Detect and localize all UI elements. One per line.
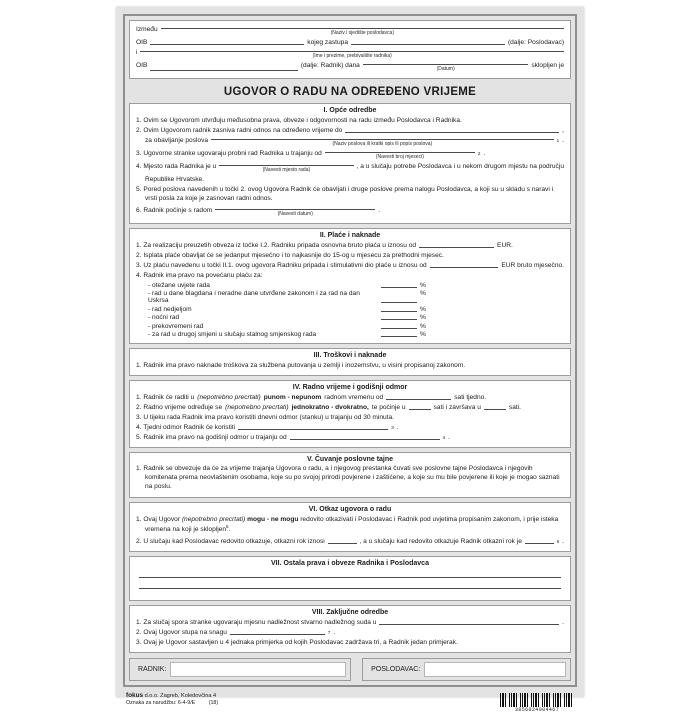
worker-notice-blank bbox=[525, 541, 554, 544]
clause-text: 2. Ovim Ugovorom radnik zasniva radni odnos na određeno vrijeme do bbox=[136, 127, 343, 134]
pay-increase-row bbox=[136, 314, 564, 321]
employer-notice-blank bbox=[328, 541, 357, 544]
section-general-provisions bbox=[129, 103, 571, 224]
punct: . bbox=[448, 433, 451, 441]
order-code-line bbox=[126, 700, 218, 706]
clause-text: 1. Ovaj Ugovor bbox=[136, 515, 180, 523]
strike-note: (nepotrebno precrtati) bbox=[197, 393, 261, 401]
employer-name-caption: (Naziv i sjedište poslodavca) bbox=[330, 30, 394, 36]
employer-signature-label: POSLODAVAC: bbox=[371, 665, 421, 673]
clause-line bbox=[136, 434, 564, 441]
section-heading: VIII. Zaključne odredbe bbox=[311, 608, 389, 616]
percent-sign: % bbox=[419, 281, 426, 289]
barcode-digits: 3856024004467 bbox=[514, 707, 560, 713]
workplace-blank bbox=[219, 163, 353, 173]
date-caption: (Datum) bbox=[436, 66, 455, 72]
footnote-marker: 4 bbox=[442, 434, 446, 440]
clause-text: 2. Ovaj Ugovor stupa na snagu bbox=[136, 628, 227, 636]
clause-line bbox=[136, 207, 564, 217]
clause-line bbox=[136, 394, 564, 401]
scanned-form-page bbox=[116, 7, 584, 713]
clause-text: sati. bbox=[508, 403, 521, 411]
percent-blank bbox=[381, 285, 417, 288]
clause-line bbox=[136, 619, 564, 626]
barcode-block bbox=[500, 693, 574, 713]
start-date-blank bbox=[215, 207, 375, 217]
oib-label: OIB bbox=[136, 62, 148, 69]
brand-address: d.o.o. Zagreb, Koledovčina 4 bbox=[144, 692, 217, 699]
percent-blank bbox=[381, 334, 417, 337]
pay-increase-label: - za rad u drugoj smjeni u slučaju stalnog smjenskog rada bbox=[148, 331, 317, 339]
oib-label: OIB bbox=[136, 39, 148, 46]
punct: . bbox=[562, 137, 564, 144]
clause-line bbox=[136, 127, 564, 134]
clause-text: 1. Za realizaciju preuzetih obveza iz točke I.2. Radniku pripada osnovna bruto plaća u iznosu od bbox=[136, 241, 417, 249]
months-caption: (Navesti broj mjeseci) bbox=[375, 154, 424, 160]
clause-text: EUR bruto mjesečno. bbox=[501, 261, 564, 269]
section-termination bbox=[129, 502, 571, 551]
clause-text: 3. Ovaj je Ugovor sastavljen u 4 jednaka primjerka od kojih Poslodavac zadržava tri, a Radnik jedan primjerak. bbox=[136, 638, 458, 646]
pay-increase-label: - rad nedjeljom bbox=[148, 305, 192, 313]
percent-sign: % bbox=[419, 314, 426, 322]
worker-signature-field bbox=[170, 662, 346, 677]
worker-name-caption: (Ime i prezime, prebivalište radnika) bbox=[312, 53, 392, 59]
clause-text: , a u slučaju potrebe Poslodavca i u nekom drugom mjestu na području bbox=[356, 163, 564, 170]
start-hour-blank bbox=[409, 407, 431, 410]
pay-increase-label: - otežane uvjete rada bbox=[148, 281, 210, 289]
section-salary bbox=[129, 228, 571, 344]
option-text: mogu - ne mogu bbox=[247, 515, 299, 523]
pay-increase-row bbox=[136, 290, 564, 304]
pay-increase-label: - prekovremeni rad bbox=[148, 322, 204, 330]
concluded-label: sklopljen je bbox=[531, 62, 564, 69]
clause-text: Republike Hrvatske. bbox=[145, 176, 205, 183]
employer-signature-field bbox=[424, 662, 566, 677]
end-date-blank bbox=[345, 130, 559, 133]
blank-line bbox=[140, 49, 564, 52]
pay-increase-label: - noćni rad bbox=[148, 314, 180, 322]
punct: . bbox=[333, 628, 336, 636]
court-blank bbox=[379, 622, 559, 625]
signature-worker-box bbox=[129, 658, 351, 681]
employer-short-label: (dalje: Poslodavac) bbox=[507, 39, 565, 46]
clause-text: 4. Radnik ima pravo na povećanu plaću za: bbox=[136, 271, 263, 279]
punct: . bbox=[396, 423, 399, 431]
clause-text: 2. Isplata plaće obavljat će se jedanput mjesečno i to najkasnije do 15-og u mjesecu za prethodni mjesec. bbox=[136, 251, 444, 259]
clause-line bbox=[136, 242, 564, 249]
clause-text: za obavljanje poslova bbox=[145, 137, 209, 144]
clause-text: sati tjedno. bbox=[454, 393, 487, 401]
clause-text: 3. Ugovorne stranke ugovaraju probni rad Radnika u trajanju od bbox=[136, 150, 322, 157]
job-description-blank bbox=[211, 137, 554, 147]
percent-blank bbox=[381, 309, 417, 312]
clause-text: 4. Tjedni odmor Radnik će koristiti bbox=[136, 423, 236, 431]
footnote-marker: 5 bbox=[226, 523, 229, 529]
worker-oib-blank bbox=[150, 68, 297, 71]
worker-signature-label: RADNIK: bbox=[138, 665, 167, 673]
blank-line bbox=[215, 207, 375, 210]
section-expenses bbox=[129, 348, 571, 376]
punct: . bbox=[378, 206, 381, 214]
publisher-line bbox=[126, 692, 218, 699]
footnote-marker: 2 bbox=[477, 151, 481, 156]
clause-text: 2. U slučaju kad Poslodavac redovito otkazuje, otkazni rok iznosi bbox=[136, 537, 325, 545]
pay-increase-row bbox=[136, 306, 564, 313]
percent-sign: % bbox=[419, 322, 426, 330]
clause-line bbox=[136, 117, 564, 124]
workplace-caption: (Navesti mjesto rada) bbox=[262, 167, 311, 173]
clause-text: 1. Ovim se Ugovorom utvrđuju međusobna prava, obveze i odgovornosti na radu između Poslodavca i Radnika. bbox=[136, 117, 462, 124]
blank-line bbox=[363, 62, 529, 65]
annual-leave-blank bbox=[290, 437, 440, 440]
footnote-marker: 1 bbox=[556, 138, 560, 143]
end-hour-blank bbox=[484, 407, 506, 410]
clause-text: redovito otkazivati i Poslodavac i Radnik pod uvjetima propisanim zakonom, i prije isteka vremena na koji je sklopljen bbox=[145, 515, 559, 534]
percent-sign: % bbox=[419, 305, 426, 313]
punct: , bbox=[562, 127, 564, 134]
punct: . bbox=[228, 526, 231, 534]
and-label: i bbox=[136, 49, 138, 56]
clause-line bbox=[136, 150, 564, 160]
job-description-caption: (Naziv poslova ili kratki opis ili popis poslova) bbox=[332, 141, 433, 147]
section-other-rights bbox=[129, 556, 571, 601]
percent-sign: % bbox=[419, 331, 426, 339]
pay-increase-row bbox=[136, 331, 564, 338]
section-heading: I. Opće odredbe bbox=[323, 107, 377, 114]
party-line-between bbox=[136, 26, 564, 36]
worker-short-date-label: (dalje: Radnik) dana bbox=[300, 62, 360, 69]
representative-blank bbox=[351, 42, 505, 45]
section-working-hours bbox=[129, 380, 571, 448]
barcode bbox=[500, 693, 574, 707]
percent-blank bbox=[381, 300, 417, 303]
clause-text: 1. Radnik ima pravo naknade troškova za službena putovanja u zemlji i inozemstvu, u visini propisanoj zakonom. bbox=[136, 361, 466, 369]
publisher-info bbox=[126, 692, 218, 706]
blank-line bbox=[211, 137, 554, 140]
parties-box bbox=[129, 20, 571, 79]
section-business-secrets bbox=[129, 452, 571, 499]
bonus-blank bbox=[430, 265, 499, 268]
worker-name-blank bbox=[140, 49, 564, 59]
clause-text: EUR. bbox=[497, 241, 513, 249]
party-line-employer-oib bbox=[136, 39, 564, 46]
clause-text: 2. Radno vrijeme određuje se bbox=[136, 403, 223, 411]
pay-increase-row bbox=[136, 282, 564, 289]
clause-line bbox=[136, 252, 564, 259]
weekly-hours-blank bbox=[386, 397, 451, 400]
clause-text: 3. Uz plaću navedenu u točki II.1. ovog ugovora Radniku pripada i stimulativni dio plaće u iznosu od bbox=[136, 261, 427, 269]
effective-date-blank bbox=[230, 632, 325, 635]
gross-salary-blank bbox=[419, 245, 494, 248]
order-code: Oznaka za narudžbu: 6-4-9/E bbox=[126, 699, 196, 706]
blank-line bbox=[325, 150, 475, 153]
start-date-caption: (Navesti datum) bbox=[277, 210, 313, 217]
section-heading: II. Plaće i naknade bbox=[319, 231, 381, 239]
section-heading: IV. Radno vrijeme i godišnji odmor bbox=[292, 383, 408, 391]
blank-line bbox=[219, 163, 353, 166]
contract-date-blank bbox=[363, 62, 529, 72]
clause-line bbox=[136, 538, 564, 545]
clause-line bbox=[136, 414, 564, 421]
section-heading: V. Čuvanje poslovne tajne bbox=[306, 455, 394, 463]
page-title: UGOVOR O RADU NA ODREĐENO VRIJEME bbox=[223, 86, 477, 98]
clause-text: 1. Za slučaj spora stranke ugovaraju mjesnu nadležnost stvarno nadležnog suda u bbox=[136, 618, 377, 626]
write-in-blank bbox=[139, 586, 561, 589]
clause-paragraph: 1. Radnik se obvezuje da će za vrijeme trajanja Ugovora o radu, a i njegovog prestanka čuvati sve poslovne tajne Poslodavca i njegovih komitenata prema neovlaštenim osobama, koje su po svojoj prirodi povjerene i zaštićene, a koje su mu bile povjerene ili koje je mogao saznati na poslu. bbox=[136, 465, 560, 491]
footnote-marker: 6 bbox=[556, 538, 560, 544]
clause-paragraph bbox=[136, 516, 564, 535]
punct: . bbox=[562, 618, 564, 626]
weekly-rest-blank bbox=[238, 427, 388, 430]
signature-row bbox=[129, 658, 571, 681]
percent-sign: % bbox=[419, 290, 426, 298]
employer-name-blank bbox=[161, 26, 564, 36]
clause-line bbox=[136, 424, 564, 431]
clause-line bbox=[136, 362, 564, 369]
blank-line bbox=[161, 26, 564, 29]
strike-note: (nepotrebno precrtati) bbox=[225, 403, 289, 411]
clause-line bbox=[136, 639, 564, 646]
form-inner-frame bbox=[123, 14, 577, 687]
clause-text: 3. U tijeku rada Radnik ima pravo koristiti dnevni odmor (stanku) u trajanju od 30 minuta. bbox=[136, 413, 395, 421]
percent-blank bbox=[381, 317, 417, 320]
brand-name: fokus bbox=[126, 691, 144, 699]
signature-employer-box bbox=[362, 658, 571, 681]
footnote-marker: 3 bbox=[391, 424, 394, 430]
clause-line bbox=[136, 629, 564, 636]
between-label: Između bbox=[136, 26, 158, 33]
clause-paragraph: 5. Pored poslova navedenih u točki 2. ovog Ugovora Radnik će obavljati i druge poslove prema nalogu Poslodavca, a koji su u skladu s naravi i vrsti posla za koje je zasnovan radni odnos. bbox=[136, 186, 554, 202]
clause-line bbox=[136, 272, 564, 279]
punct: . bbox=[562, 537, 564, 545]
strike-note: (nepotrebno precrtati) bbox=[181, 515, 246, 523]
section-final-provisions bbox=[129, 605, 571, 653]
party-line-worker-oib bbox=[136, 62, 564, 72]
clause-text: , a u slučaju kad redovito otkazuje Radnik otkazni rok je bbox=[359, 537, 522, 545]
option-text: punom - nepunom bbox=[263, 393, 322, 401]
clause-text: 5. Radnik ima pravo na godišnji odmor u trajanju od bbox=[136, 433, 287, 441]
option-text: jednokratno - dvokratno, bbox=[291, 403, 369, 411]
clause-text: sati i završava u bbox=[433, 403, 481, 411]
clause-line bbox=[136, 404, 564, 411]
clause-line bbox=[136, 262, 564, 269]
clause-text: radnom vremenu od bbox=[324, 393, 384, 401]
section-heading: VI. Otkaz ugovora o radu bbox=[308, 506, 392, 514]
percent-blank bbox=[381, 326, 417, 329]
order-number: (18) bbox=[208, 699, 219, 706]
clause-text: 4. Mjesto rada Radnika je u bbox=[136, 163, 217, 170]
pay-increase-label: - rad u dane blagdana i neradne dane utvrđene zakonom i za rad na dan Uskrsa bbox=[148, 290, 360, 305]
page-footer bbox=[116, 689, 584, 713]
clause-line bbox=[136, 137, 564, 147]
party-line-worker bbox=[136, 49, 564, 59]
probation-blank bbox=[325, 150, 475, 160]
clause-text: 1. Radnik će raditi u bbox=[136, 393, 195, 401]
write-in-blank bbox=[139, 575, 561, 578]
clause-line bbox=[136, 176, 564, 183]
section-heading: VII. Ostala prava i obveze Radnika i Poslodavca bbox=[271, 559, 429, 567]
footnote-marker: 7 bbox=[327, 629, 331, 635]
clause-text: 6. Radnik počinje s radom bbox=[136, 206, 213, 214]
section-heading: III. Troškovi i naknade bbox=[313, 351, 387, 359]
pay-increase-row bbox=[136, 323, 564, 330]
clause-text: te počinje u bbox=[371, 403, 406, 411]
employer-oib-blank bbox=[150, 42, 304, 45]
punct: . bbox=[483, 150, 486, 157]
clause-line bbox=[136, 163, 564, 173]
represented-by-label: kojeg zastupa bbox=[307, 39, 348, 46]
